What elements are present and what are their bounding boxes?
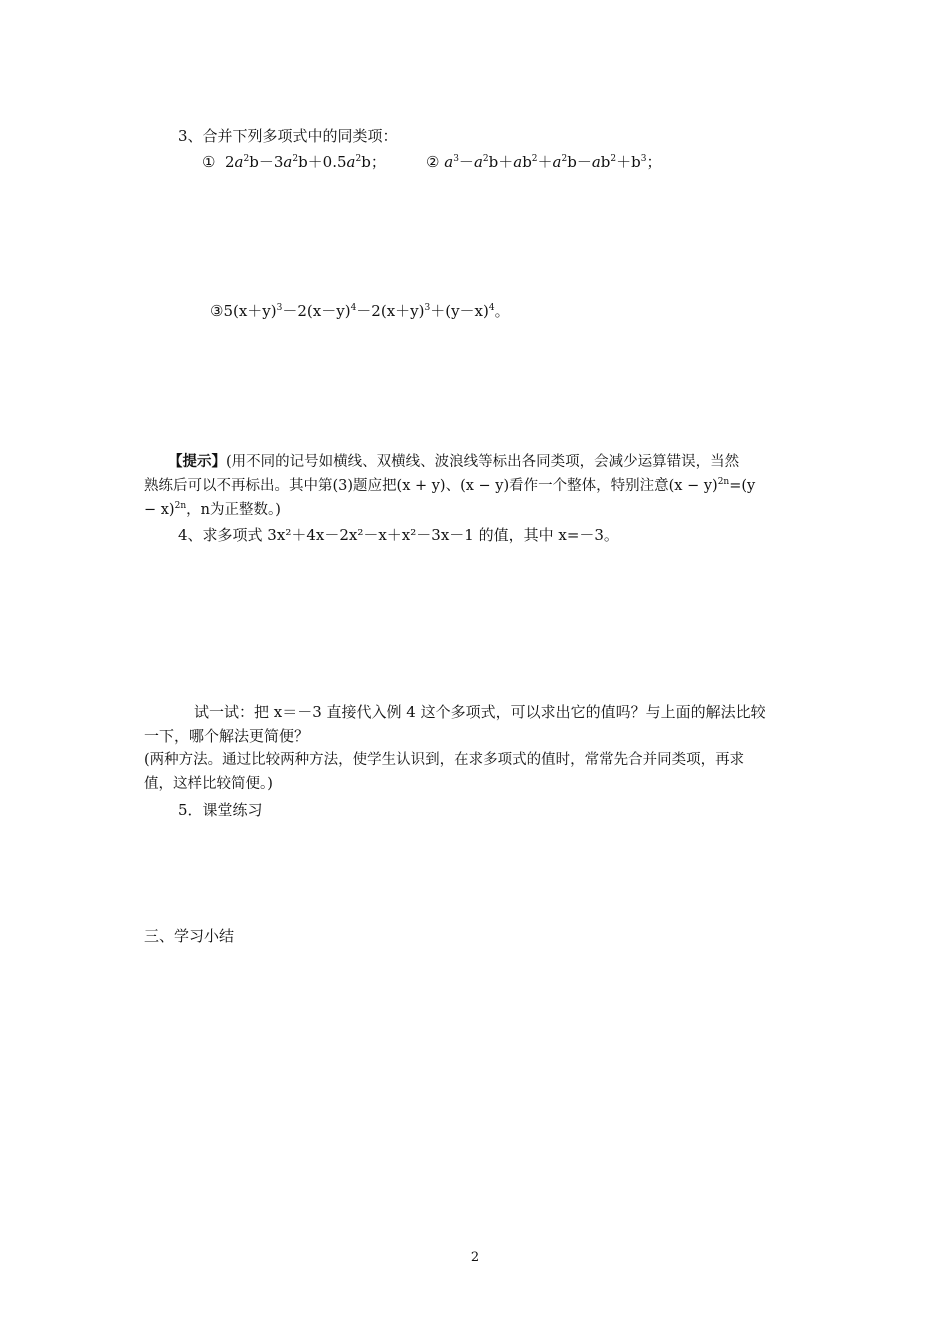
hint-line-1: 【提示】(用不同的记号如横线、双横线、波浪线等标出各同类项，会减少运算错误，当然 [168, 453, 740, 470]
question-3-title: 3、合并下列多项式中的同类项： [178, 127, 398, 145]
try-line-2: 一下，哪个解法更简便？ [144, 727, 310, 745]
question-4: 4、求多项式 3x²＋4x－2x²－x＋x²－3x－1 的值，其中 x=－3。 [178, 526, 619, 544]
hint-line-3: − x)$^{2n}$，n为正整数。) [144, 501, 281, 518]
hint-line-2: 熟练后可以不再标出。其中第(3)题应把(x + y)、(x − y)看作一个整体，特别注意$(x - y)^{2n}=(y$ [144, 477, 756, 494]
try-line-3: (两种方法。通过比较两种方法，使学生认识到，在求多项式的值时，常常先合并同类项，再求 [144, 752, 745, 768]
circled-one-marker: ① [202, 153, 216, 171]
try-line-1: 试一试：把 x＝－3 直接代入例 4 这个多项式，可以求出它的值吗？与上面的解法比较 [194, 703, 766, 721]
circled-three-marker: ③ [210, 302, 224, 320]
question-5: 5．课堂练习 [178, 801, 263, 819]
circled-two-marker: ② [426, 153, 440, 171]
question-3-item-2 [426, 152, 662, 172]
question-3-item-1 [202, 152, 386, 172]
question-3-item-3 [210, 301, 510, 321]
try-line-4: 值，这样比较简便。) [144, 776, 273, 792]
expression-2: $a^3-a^2b+ab^2+a^2b-ab^2+b^3$； [444, 153, 662, 171]
expression-3: $5(x+y)^3-2(x-y)^4-2(x+y)^3+(y-x)^4$。 [223, 302, 510, 320]
page-number: 2 [470, 1250, 480, 1265]
hint-label: 【提示】 [168, 453, 226, 470]
expression-1: $2a^2b-3a^2b+0.5a^2b$； [215, 153, 386, 171]
summary-heading: 三、学习小结 [144, 927, 235, 945]
